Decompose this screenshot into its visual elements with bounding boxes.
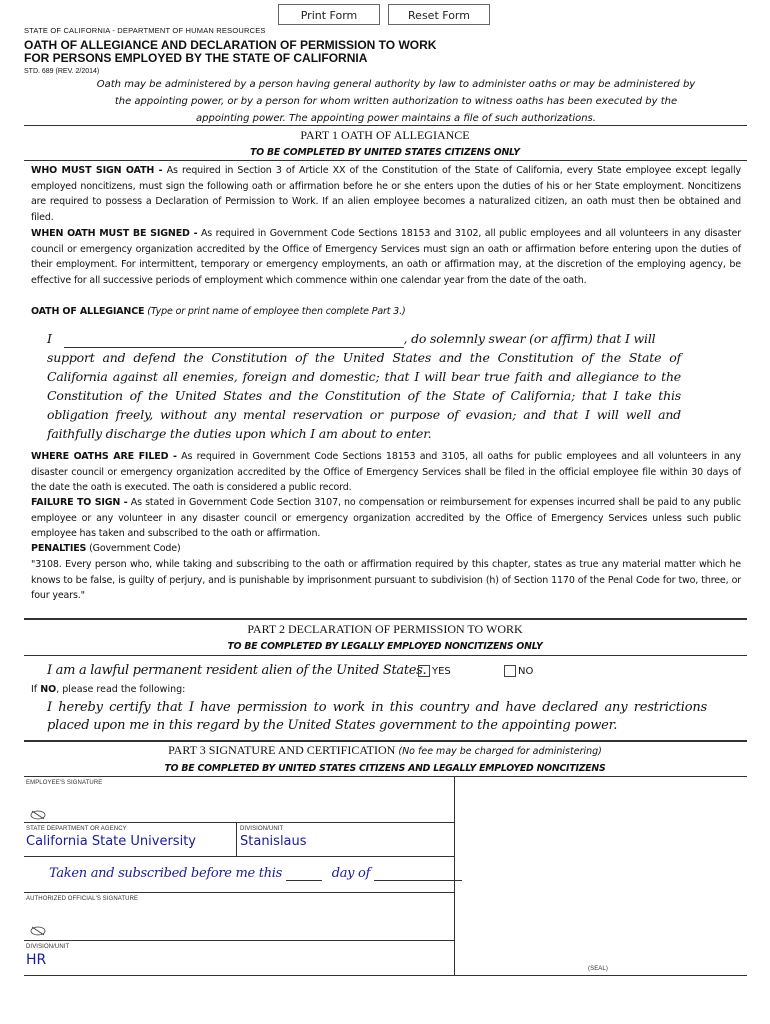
if-no-suffix: , please read the following: — [56, 684, 186, 695]
yes-label: YES — [432, 666, 451, 677]
department-field[interactable]: California State University — [26, 834, 196, 849]
title-line-1: OATH OF ALLEGIANCE AND DECLARATION OF PERMISSION TO WORK — [24, 38, 437, 52]
title-line-2: FOR PERSONS EMPLOYED BY THE STATE OF CALIFORNIA — [24, 51, 368, 65]
yes-option[interactable] — [418, 665, 451, 677]
oath-i: I — [47, 331, 52, 346]
form-title — [24, 39, 436, 65]
oath-label: OATH OF ALLEGIANCE — [31, 306, 145, 317]
when-signed-paragraph — [31, 226, 741, 288]
oath-text — [47, 329, 681, 443]
day-of-text: day of — [331, 866, 371, 881]
divider — [24, 822, 455, 823]
who-label: WHO MUST SIGN OATH - — [31, 165, 163, 176]
part3-subheading: TO BE COMPLETED BY UNITED STATES CITIZENS AND LEGALLY EMPLOYED NONCITIZENS — [164, 763, 606, 774]
failure-text: As stated in Government Code Section 3107, no compensation or reimbursement for expenses incurred shall be paid to any public employee or any volunteer in any disaster council or emergency organization accredited by the Office of Emergency Services unless such public employee has taken and subscribed to the oath or affirmation. — [31, 497, 741, 540]
penalties-heading — [31, 541, 741, 557]
if-no-bold: NO — [40, 684, 57, 695]
where-text: As required in Government Code Sections 18153 and 3105, all oaths for public employees and all volunteers in any disaster council or emergency organization accredited by the Office of Emergency Services shall be filed in the official employee file within 30 days of the date the oath is executed. The oath is considered a public record. — [31, 451, 742, 494]
division2-label: DIVISION/UNIT — [26, 944, 70, 950]
no-label: NO — [518, 666, 534, 677]
divider — [24, 975, 747, 976]
divider — [24, 125, 747, 126]
divider — [24, 856, 455, 857]
penalties-label: PENALTIES — [31, 543, 87, 554]
part3-heading-note: (No fee may be charged for administering) — [395, 746, 602, 757]
who-text: As required in Section 3 of Article XX of the Constitution of the State of California, every State employee except legally employed noncitizens, must sign the following oath or affirmation before he or she enters upon the duties of his or her State employment. Noncitizens are required to possess a Declaration of Permission to Work. If an alien employee becomes a naturalized citizen, an oath must then be obtained and filed. — [31, 165, 741, 223]
penalties-hint: (Government Code) — [86, 543, 181, 554]
no-checkbox[interactable] — [504, 665, 516, 677]
divider — [24, 655, 747, 656]
where-filed-paragraph — [31, 449, 741, 496]
signature-pen-icon — [30, 810, 46, 820]
oath-hint: (Type or print name of employee then complete Part 3.) — [147, 306, 406, 317]
month-field[interactable] — [374, 868, 462, 881]
intro-text: Oath may be administered by a person having general authority by law to administer oaths or may be administered by the appointing power, or by a person for whom written authorization to witness oaths has been executed by the appointing power. The appointing power maintains a file of such authorizations. — [96, 79, 696, 124]
division-field[interactable]: Stanislaus — [240, 834, 307, 849]
oath-first-line: , do solemnly swear (or affirm) that I will — [403, 331, 656, 346]
divider — [24, 892, 455, 893]
if-no-prefix: If — [31, 684, 38, 695]
resident-statement: I am a lawful permanent resident alien of the United States. — [47, 663, 427, 678]
print-form-button[interactable]: Print Form — [278, 4, 380, 25]
divider — [24, 740, 747, 742]
when-text: As required in Government Code Sections 18153 and 3102, all public employees and all volunteers in any disaster council or emergency organization accredited by the Office of Emergency Services must sign an oath or affirmation before entering upon the duties of their employment. For intermittent, temporary or emergency employments, an oath or affirmation may, at the discretion of the employing agency, be effective for all successive periods of employment which commence within one calendar year from the date of the oath. — [31, 228, 741, 286]
seal-label: (SEAL) — [588, 966, 608, 972]
division2-field[interactable]: HR — [26, 952, 47, 968]
when-label: WHEN OATH MUST BE SIGNED - — [31, 228, 198, 239]
certify-text: I hereby certify that I have permission to work in this country and have declared any restrictions placed upon me in this regard by the United States government to the appointing power. — [47, 700, 707, 733]
part1-subheading: TO BE COMPLETED BY UNITED STATES CITIZENS ONLY — [250, 147, 520, 158]
day-field[interactable] — [286, 868, 322, 881]
taken-text: Taken and subscribed before me this — [49, 866, 282, 881]
part3-heading: PART 3 SIGNATURE AND CERTIFICATION — [168, 743, 396, 757]
divider — [24, 776, 747, 777]
part2-heading: PART 2 DECLARATION OF PERMISSION TO WORK — [247, 622, 523, 636]
who-must-sign-paragraph — [31, 163, 741, 225]
divider — [24, 160, 747, 161]
no-option[interactable] — [504, 665, 533, 677]
signature-pen-icon — [30, 926, 46, 936]
part3-heading-line — [0, 743, 770, 758]
reset-form-button[interactable]: Reset Form — [388, 4, 490, 25]
divider — [24, 618, 747, 620]
official-signature-label: AUTHORIZED OFFICIAL'S SIGNATURE — [26, 896, 139, 902]
employee-name-field[interactable] — [64, 334, 404, 348]
part1-heading: PART 1 OATH OF ALLEGIANCE — [300, 128, 470, 142]
department-label: STATE DEPARTMENT OR AGENCY — [26, 826, 127, 832]
department-name: STATE OF CALIFORNIA - DEPARTMENT OF HUMAN RESOURCES — [24, 26, 266, 35]
failure-label: FAILURE TO SIGN - — [31, 497, 128, 508]
penalties-text: "3108. Every person who, while taking and subscribing to the oath or affirmation required by this chapter, states as true any material matter which he knows to be false, is guilty of perjury, and is punishable by imprisonment pursuant to subdivision (h) of Section 1170 of the Penal Code for two, three, or four years." — [31, 559, 741, 602]
yes-checkbox[interactable] — [418, 665, 430, 677]
form-number: STD. 689 (REV. 2/2014) — [24, 68, 100, 75]
oath-body: support and defend the Constitution of the United States and the Constitution of the State of California against all enemies, foreign and domestic; that I will bear true faith and allegiance to the Constitution of the United States and the Constitution of the State of California; that I take this obligation freely, without any mental reservation or purpose of evasion; and that I will well and faithfully discharge the duties upon which I am about to enter. — [47, 350, 681, 441]
divider — [236, 822, 237, 856]
part2-subheading: TO BE COMPLETED BY LEGALLY EMPLOYED NONCITIZENS ONLY — [227, 641, 543, 652]
where-label: WHERE OATHS ARE FILED - — [31, 451, 177, 462]
if-no-line — [31, 684, 185, 695]
employee-signature-label: EMPLOYEE'S SIGNATURE — [26, 780, 103, 786]
divider — [24, 940, 455, 941]
division-label: DIVISION/UNIT — [240, 826, 284, 832]
failure-paragraph — [31, 495, 741, 542]
taken-line — [49, 866, 462, 881]
oath-label-line — [31, 304, 741, 320]
